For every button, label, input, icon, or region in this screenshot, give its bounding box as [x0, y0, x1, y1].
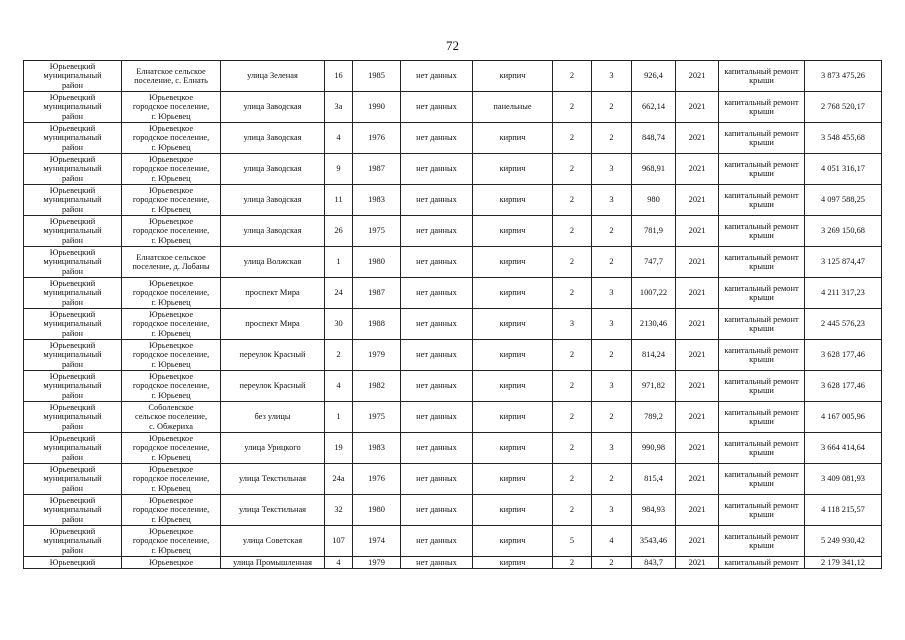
district-cell: Юрьевецкий муниципальный район	[24, 309, 122, 340]
data-status-cell: нет данных	[401, 247, 473, 278]
build-year-cell: 1988	[353, 309, 401, 340]
cost-cell: 3 548 455,68	[805, 123, 882, 154]
cost-cell: 4 051 316,17	[805, 154, 882, 185]
house-number-cell: 1	[325, 402, 353, 433]
entrances-cell: 3	[592, 433, 632, 464]
house-number-cell: 4	[325, 123, 353, 154]
data-status-cell: нет данных	[401, 371, 473, 402]
district-cell: Юрьевецкий муниципальный район	[24, 154, 122, 185]
wall-material-cell: кирпич	[473, 526, 553, 557]
street-cell: улица Заводская	[221, 123, 325, 154]
street-cell: улица Текстильная	[221, 464, 325, 495]
floors-cell: 2	[553, 278, 592, 309]
entrances-cell: 2	[592, 216, 632, 247]
district-cell: Юрьевецкий муниципальный район	[24, 216, 122, 247]
build-year-cell: 1974	[353, 526, 401, 557]
wall-material-cell: кирпич	[473, 402, 553, 433]
entrances-cell: 2	[592, 247, 632, 278]
floors-cell: 5	[553, 526, 592, 557]
street-cell: улица Волжская	[221, 247, 325, 278]
floors-cell: 2	[553, 247, 592, 278]
cost-cell: 3 628 177,46	[805, 371, 882, 402]
settlement-cell: Елнатское сельское поселение, с. Елнать	[122, 61, 221, 92]
entrances-cell: 3	[592, 371, 632, 402]
area-cell: 984,93	[632, 495, 676, 526]
plan-year-cell: 2021	[676, 309, 719, 340]
entrances-cell: 3	[592, 154, 632, 185]
settlement-cell: Юрьевецкое городское поселение, г. Юрьевец	[122, 371, 221, 402]
cost-cell: 3 125 874,47	[805, 247, 882, 278]
data-status-cell: нет данных	[401, 154, 473, 185]
build-year-cell: 1975	[353, 216, 401, 247]
street-cell: проспект Мира	[221, 309, 325, 340]
district-cell: Юрьевецкий муниципальный район	[24, 433, 122, 464]
build-year-cell: 1979	[353, 340, 401, 371]
data-status-cell: нет данных	[401, 216, 473, 247]
housing-repair-table	[23, 60, 882, 569]
build-year-cell: 1976	[353, 464, 401, 495]
entrances-cell: 2	[592, 557, 632, 569]
table-row	[24, 247, 882, 278]
settlement-cell: Юрьевецкое городское поселение, г. Юрьевец	[122, 92, 221, 123]
area-cell: 926,4	[632, 61, 676, 92]
work-type-cell: капитальный ремонт крыши	[719, 247, 805, 278]
cost-cell: 2 445 576,23	[805, 309, 882, 340]
house-number-cell: 26	[325, 216, 353, 247]
plan-year-cell: 2021	[676, 216, 719, 247]
floors-cell: 2	[553, 216, 592, 247]
street-cell: улица Промышленная	[221, 557, 325, 569]
build-year-cell: 1975	[353, 402, 401, 433]
floors-cell: 2	[553, 557, 592, 569]
table-row	[24, 557, 882, 569]
settlement-cell: Юрьевецкое городское поселение, г. Юрьевец	[122, 278, 221, 309]
area-cell: 3543,46	[632, 526, 676, 557]
plan-year-cell: 2021	[676, 185, 719, 216]
house-number-cell: 19	[325, 433, 353, 464]
wall-material-cell: кирпич	[473, 247, 553, 278]
area-cell: 747,7	[632, 247, 676, 278]
entrances-cell: 2	[592, 340, 632, 371]
data-status-cell: нет данных	[401, 123, 473, 154]
plan-year-cell: 2021	[676, 154, 719, 185]
house-number-cell: 3а	[325, 92, 353, 123]
street-cell: переулок Красный	[221, 371, 325, 402]
floors-cell: 3	[553, 309, 592, 340]
data-status-cell: нет данных	[401, 92, 473, 123]
plan-year-cell: 2021	[676, 61, 719, 92]
plan-year-cell: 2021	[676, 247, 719, 278]
area-cell: 971,82	[632, 371, 676, 402]
cost-cell: 2 768 520,17	[805, 92, 882, 123]
plan-year-cell: 2021	[676, 495, 719, 526]
wall-material-cell: кирпич	[473, 340, 553, 371]
plan-year-cell: 2021	[676, 526, 719, 557]
table-row	[24, 92, 882, 123]
cost-cell: 2 179 341,12	[805, 557, 882, 569]
work-type-cell: капитальный ремонт крыши	[719, 92, 805, 123]
table-row	[24, 278, 882, 309]
district-cell: Юрьевецкий муниципальный район	[24, 371, 122, 402]
floors-cell: 2	[553, 464, 592, 495]
cost-cell: 4 097 588,25	[805, 185, 882, 216]
work-type-cell: капитальный ремонт крыши	[719, 371, 805, 402]
settlement-cell: Юрьевецкое городское поселение, г. Юрьевец	[122, 185, 221, 216]
settlement-cell: Юрьевецкое	[122, 557, 221, 569]
house-number-cell: 24а	[325, 464, 353, 495]
work-type-cell: капитальный ремонт крыши	[719, 340, 805, 371]
cost-cell: 4 211 317,23	[805, 278, 882, 309]
wall-material-cell: кирпич	[473, 557, 553, 569]
entrances-cell: 3	[592, 278, 632, 309]
street-cell: улица Текстильная	[221, 495, 325, 526]
cost-cell: 3 409 081,93	[805, 464, 882, 495]
settlement-cell: Юрьевецкое городское поселение, г. Юрьевец	[122, 309, 221, 340]
plan-year-cell: 2021	[676, 123, 719, 154]
entrances-cell: 4	[592, 526, 632, 557]
data-status-cell: нет данных	[401, 526, 473, 557]
wall-material-cell: кирпич	[473, 433, 553, 464]
area-cell: 843,7	[632, 557, 676, 569]
data-status-cell: нет данных	[401, 433, 473, 464]
table-body	[24, 61, 882, 569]
settlement-cell: Юрьевецкое городское поселение, г. Юрьевец	[122, 495, 221, 526]
district-cell: Юрьевецкий муниципальный район	[24, 278, 122, 309]
table-row	[24, 61, 882, 92]
build-year-cell: 1987	[353, 154, 401, 185]
district-cell: Юрьевецкий муниципальный район	[24, 123, 122, 154]
district-cell: Юрьевецкий муниципальный район	[24, 464, 122, 495]
data-status-cell: нет данных	[401, 464, 473, 495]
district-cell: Юрьевецкий муниципальный район	[24, 92, 122, 123]
entrances-cell: 3	[592, 309, 632, 340]
work-type-cell: капитальный ремонт крыши	[719, 216, 805, 247]
area-cell: 990,98	[632, 433, 676, 464]
work-type-cell: капитальный ремонт крыши	[719, 61, 805, 92]
data-status-cell: нет данных	[401, 340, 473, 371]
cost-cell: 5 249 930,42	[805, 526, 882, 557]
street-cell: улица Заводская	[221, 185, 325, 216]
district-cell: Юрьевецкий муниципальный район	[24, 495, 122, 526]
table-row	[24, 464, 882, 495]
street-cell: улица Заводская	[221, 92, 325, 123]
floors-cell: 2	[553, 371, 592, 402]
plan-year-cell: 2021	[676, 92, 719, 123]
cost-cell: 3 664 414,64	[805, 433, 882, 464]
table-row	[24, 371, 882, 402]
house-number-cell: 11	[325, 185, 353, 216]
plan-year-cell: 2021	[676, 402, 719, 433]
build-year-cell: 1990	[353, 92, 401, 123]
district-cell: Юрьевецкий	[24, 557, 122, 569]
wall-material-cell: кирпич	[473, 216, 553, 247]
wall-material-cell: кирпич	[473, 464, 553, 495]
work-type-cell: капитальный ремонт крыши	[719, 402, 805, 433]
cost-cell: 3 873 475,26	[805, 61, 882, 92]
house-number-cell: 107	[325, 526, 353, 557]
house-number-cell: 30	[325, 309, 353, 340]
settlement-cell: Юрьевецкое городское поселение, г. Юрьевец	[122, 216, 221, 247]
area-cell: 2130,46	[632, 309, 676, 340]
settlement-cell: Юрьевецкое городское поселение, г. Юрьевец	[122, 526, 221, 557]
work-type-cell: капитальный ремонт крыши	[719, 123, 805, 154]
house-number-cell: 4	[325, 557, 353, 569]
plan-year-cell: 2021	[676, 557, 719, 569]
floors-cell: 2	[553, 340, 592, 371]
settlement-cell: Юрьевецкое городское поселение, г. Юрьевец	[122, 340, 221, 371]
data-status-cell: нет данных	[401, 495, 473, 526]
area-cell: 815,4	[632, 464, 676, 495]
data-status-cell: нет данных	[401, 185, 473, 216]
house-number-cell: 24	[325, 278, 353, 309]
house-number-cell: 9	[325, 154, 353, 185]
settlement-cell: Юрьевецкое городское поселение, г. Юрьевец	[122, 464, 221, 495]
settlement-cell: Юрьевецкое городское поселение, г. Юрьевец	[122, 433, 221, 464]
build-year-cell: 1983	[353, 185, 401, 216]
street-cell: улица Советская	[221, 526, 325, 557]
area-cell: 968,91	[632, 154, 676, 185]
street-cell: улица Заводская	[221, 154, 325, 185]
floors-cell: 2	[553, 185, 592, 216]
floors-cell: 2	[553, 402, 592, 433]
wall-material-cell: кирпич	[473, 278, 553, 309]
house-number-cell: 4	[325, 371, 353, 402]
build-year-cell: 1976	[353, 123, 401, 154]
table-row	[24, 526, 882, 557]
build-year-cell: 1982	[353, 371, 401, 402]
street-cell: проспект Мира	[221, 278, 325, 309]
entrances-cell: 2	[592, 123, 632, 154]
table-row	[24, 154, 882, 185]
entrances-cell: 3	[592, 495, 632, 526]
wall-material-cell: кирпич	[473, 371, 553, 402]
cost-cell: 4 167 005,96	[805, 402, 882, 433]
house-number-cell: 32	[325, 495, 353, 526]
work-type-cell: капитальный ремонт крыши	[719, 464, 805, 495]
settlement-cell: Юрьевецкое городское поселение, г. Юрьевец	[122, 154, 221, 185]
build-year-cell: 1980	[353, 495, 401, 526]
table-row	[24, 340, 882, 371]
street-cell: переулок Красный	[221, 340, 325, 371]
table-row	[24, 402, 882, 433]
entrances-cell: 3	[592, 185, 632, 216]
plan-year-cell: 2021	[676, 278, 719, 309]
area-cell: 848,74	[632, 123, 676, 154]
floors-cell: 2	[553, 154, 592, 185]
floors-cell: 2	[553, 123, 592, 154]
plan-year-cell: 2021	[676, 340, 719, 371]
area-cell: 789,2	[632, 402, 676, 433]
cost-cell: 3 269 150,68	[805, 216, 882, 247]
wall-material-cell: кирпич	[473, 154, 553, 185]
wall-material-cell: панельные	[473, 92, 553, 123]
entrances-cell: 2	[592, 92, 632, 123]
wall-material-cell: кирпич	[473, 309, 553, 340]
street-cell: улица Урицкого	[221, 433, 325, 464]
wall-material-cell: кирпич	[473, 495, 553, 526]
settlement-cell: Соболевское сельское поселение, с. Обжериха	[122, 402, 221, 433]
table-row	[24, 123, 882, 154]
data-status-cell: нет данных	[401, 557, 473, 569]
wall-material-cell: кирпич	[473, 61, 553, 92]
floors-cell: 2	[553, 61, 592, 92]
area-cell: 814,24	[632, 340, 676, 371]
data-status-cell: нет данных	[401, 402, 473, 433]
floors-cell: 2	[553, 433, 592, 464]
data-status-cell: нет данных	[401, 309, 473, 340]
build-year-cell: 1979	[353, 557, 401, 569]
district-cell: Юрьевецкий муниципальный район	[24, 61, 122, 92]
table-row	[24, 433, 882, 464]
plan-year-cell: 2021	[676, 433, 719, 464]
work-type-cell: капитальный ремонт крыши	[719, 309, 805, 340]
area-cell: 1007,22	[632, 278, 676, 309]
house-number-cell: 16	[325, 61, 353, 92]
plan-year-cell: 2021	[676, 371, 719, 402]
house-number-cell: 1	[325, 247, 353, 278]
data-status-cell: нет данных	[401, 278, 473, 309]
street-cell: без улицы	[221, 402, 325, 433]
area-cell: 662,14	[632, 92, 676, 123]
district-cell: Юрьевецкий муниципальный район	[24, 402, 122, 433]
street-cell: улица Зеленая	[221, 61, 325, 92]
house-number-cell: 2	[325, 340, 353, 371]
data-status-cell: нет данных	[401, 61, 473, 92]
work-type-cell: капитальный ремонт крыши	[719, 433, 805, 464]
district-cell: Юрьевецкий муниципальный район	[24, 247, 122, 278]
area-cell: 781,9	[632, 216, 676, 247]
page-number: 72	[446, 38, 459, 53]
cost-cell: 3 628 177,46	[805, 340, 882, 371]
table-row	[24, 185, 882, 216]
work-type-cell: капитальный ремонт крыши	[719, 495, 805, 526]
wall-material-cell: кирпич	[473, 123, 553, 154]
settlement-cell: Юрьевецкое городское поселение, г. Юрьевец	[122, 123, 221, 154]
entrances-cell: 2	[592, 464, 632, 495]
entrances-cell: 3	[592, 61, 632, 92]
work-type-cell: капитальный ремонт	[719, 557, 805, 569]
build-year-cell: 1987	[353, 278, 401, 309]
cost-cell: 4 118 215,57	[805, 495, 882, 526]
entrances-cell: 2	[592, 402, 632, 433]
work-type-cell: капитальный ремонт крыши	[719, 526, 805, 557]
wall-material-cell: кирпич	[473, 185, 553, 216]
table-row	[24, 309, 882, 340]
district-cell: Юрьевецкий муниципальный район	[24, 185, 122, 216]
floors-cell: 2	[553, 495, 592, 526]
floors-cell: 2	[553, 92, 592, 123]
district-cell: Юрьевецкий муниципальный район	[24, 526, 122, 557]
table-row	[24, 495, 882, 526]
district-cell: Юрьевецкий муниципальный район	[24, 340, 122, 371]
build-year-cell: 1980	[353, 247, 401, 278]
settlement-cell: Елнатское сельское поселение, д. Лобаны	[122, 247, 221, 278]
work-type-cell: капитальный ремонт крыши	[719, 185, 805, 216]
area-cell: 980	[632, 185, 676, 216]
work-type-cell: капитальный ремонт крыши	[719, 278, 805, 309]
build-year-cell: 1985	[353, 61, 401, 92]
build-year-cell: 1983	[353, 433, 401, 464]
street-cell: улица Заводская	[221, 216, 325, 247]
table-row	[24, 216, 882, 247]
plan-year-cell: 2021	[676, 464, 719, 495]
work-type-cell: капитальный ремонт крыши	[719, 154, 805, 185]
